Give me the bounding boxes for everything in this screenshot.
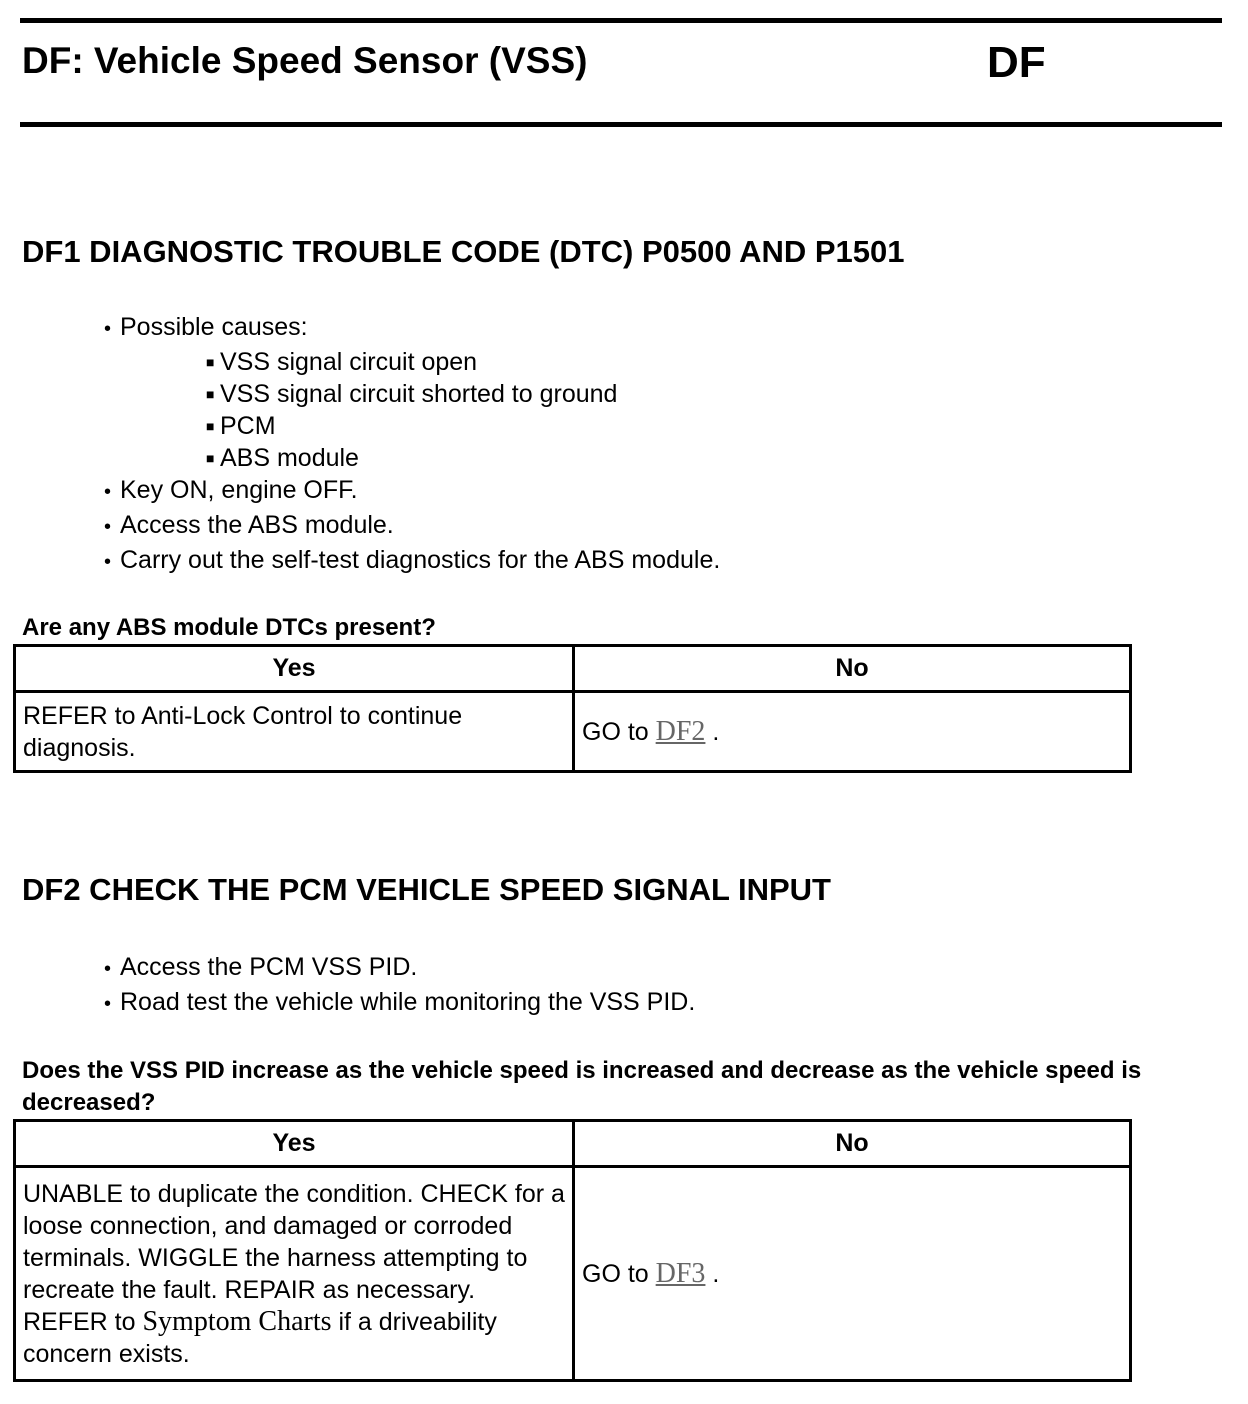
list-item: ■ VSS signal circuit open <box>206 348 478 376</box>
df1-heading: DF1 DIAGNOSTIC TROUBLE CODE (DTC) P0500 AND P1501 <box>22 234 905 269</box>
no-cell: GO to DF2 . <box>574 692 1131 772</box>
df1-decision-table <box>13 644 1132 773</box>
square-bullet-icon: ■ <box>206 386 215 402</box>
yes-cell: UNABLE to duplicate the condition. CHECK for a loose connection, and damaged or corroded terminals. WIGGLE the harness attempting to recreate the fault. REPAIR as necessary. REFER to Symptom Charts if a driveability concern exists. <box>15 1167 574 1381</box>
page-title: DF: Vehicle Speed Sensor (VSS) <box>22 40 588 81</box>
yes-cell: REFER to Anti-Lock Control to continue diagnosis. <box>15 692 574 772</box>
yes-header: Yes <box>15 1121 574 1167</box>
causes-list <box>104 346 720 474</box>
square-bullet-icon: ■ <box>206 450 215 466</box>
bullet-icon: • <box>104 551 112 573</box>
list-item: • Carry out the self-test diagnostics for the ABS module. <box>104 544 720 579</box>
yes-header: Yes <box>15 646 574 692</box>
list-item: • Key ON, engine OFF. <box>104 474 720 509</box>
bullet-icon: • <box>104 481 112 503</box>
list-item: • Access the PCM VSS PID. <box>104 951 695 986</box>
df1-step-list <box>104 311 720 579</box>
bullet-icon: • <box>104 318 112 340</box>
symptom-charts-ref: Symptom Charts <box>142 1305 332 1337</box>
df3-link[interactable]: DF3 <box>655 1257 706 1289</box>
list-item: ■ ABS module <box>206 444 359 472</box>
list-item: • Possible causes: ■ VSS signal circuit open ■ VSS signal circuit shorted to ground ■ PCM ■ ABS module <box>104 311 720 474</box>
header-bottom-rule <box>20 122 1222 127</box>
list-item: ■ PCM <box>206 412 276 440</box>
df2-decision-table <box>13 1119 1132 1382</box>
no-cell: GO to DF3 . <box>574 1167 1131 1381</box>
list-item: • Access the ABS module. <box>104 509 720 544</box>
section-code: DF <box>987 38 1046 87</box>
no-header: No <box>574 1121 1131 1167</box>
bullet-icon: • <box>104 993 112 1015</box>
df2-question: Does the VSS PID increase as the vehicle speed is increased and decrease as the vehicle speed is decreased? <box>22 1057 1142 1116</box>
df2-heading: DF2 CHECK THE PCM VEHICLE SPEED SIGNAL INPUT <box>22 872 831 907</box>
no-header: No <box>574 646 1131 692</box>
square-bullet-icon: ■ <box>206 418 215 434</box>
bullet-icon: • <box>104 958 112 980</box>
list-item: ■ VSS signal circuit shorted to ground <box>206 380 618 408</box>
df1-question: Are any ABS module DTCs present? <box>22 614 436 641</box>
header-top-rule <box>20 18 1222 23</box>
square-bullet-icon: ■ <box>206 354 215 370</box>
df2-step-list <box>104 951 695 1021</box>
list-item: • Road test the vehicle while monitoring the VSS PID. <box>104 986 695 1021</box>
df2-link[interactable]: DF2 <box>655 715 706 747</box>
bullet-icon: • <box>104 516 112 538</box>
